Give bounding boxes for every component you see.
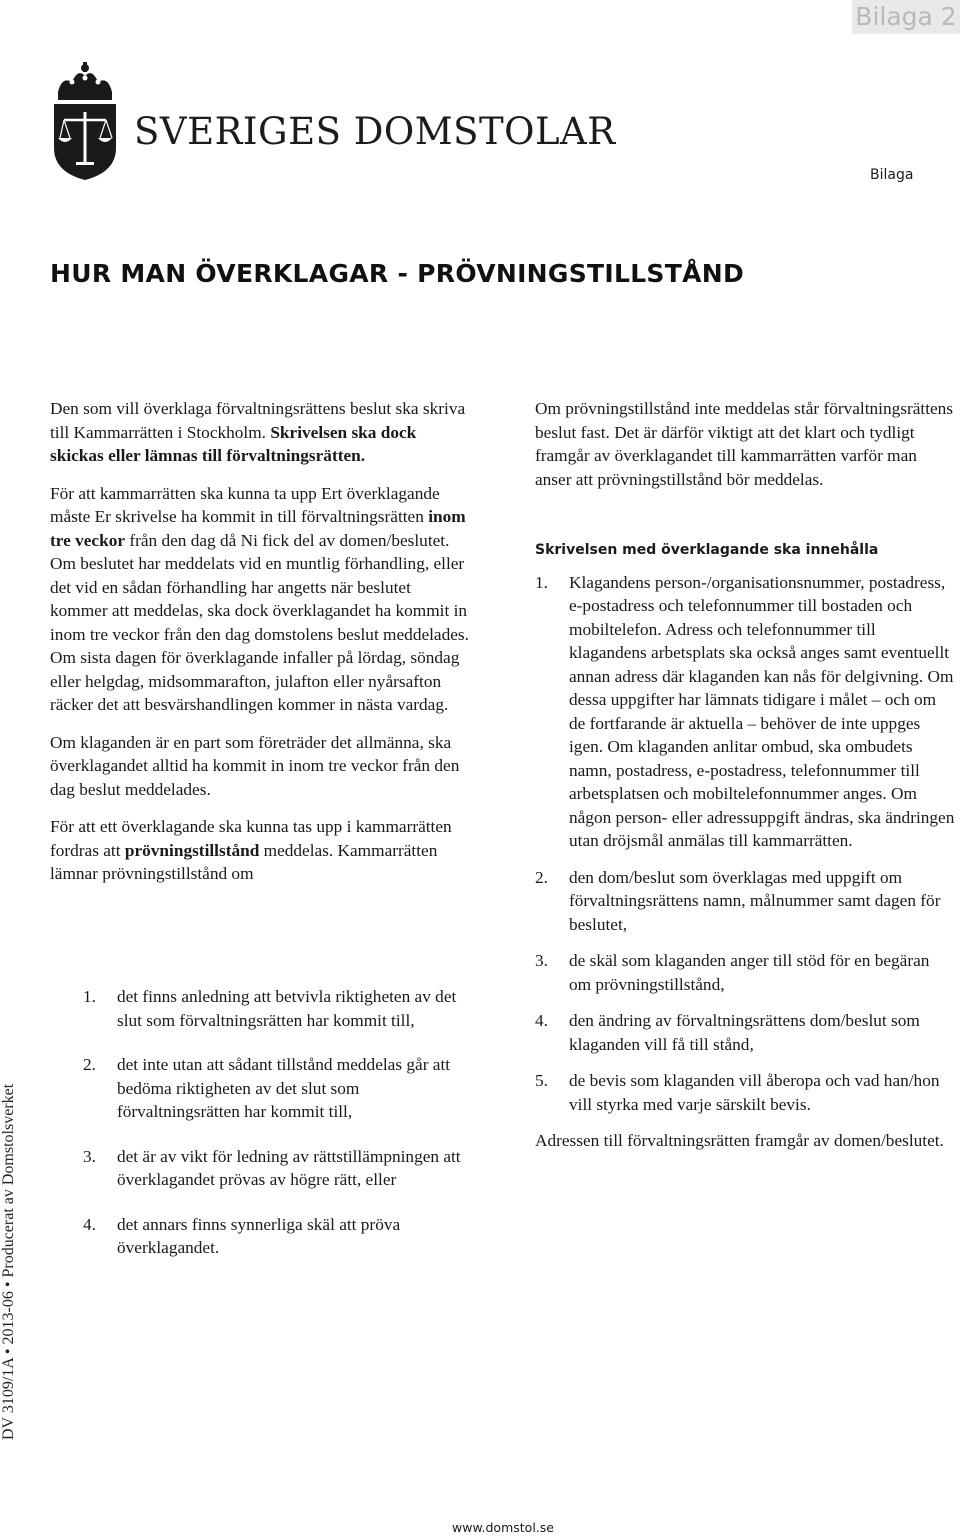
list-number: 3. [535,951,548,970]
list-text: de skäl som klaganden anger till stöd för en begäran om prövningstillstånd, [569,951,930,994]
appendix-tab: Bilaga 2 [852,0,960,34]
list-item [535,1009,955,1056]
list-text: det är av vikt för ledning av rättstillämpningen att överklagandet prövas av högre rätt, eller [117,1146,461,1189]
list-number: 3. [83,1146,96,1166]
crown-scales-emblem [50,62,120,182]
list-number: 1. [535,572,548,592]
list-text: det annars finns synnerliga skäl att pröva överklagandet. [117,1214,401,1257]
footer-url[interactable]: www.domstol.se [452,1520,554,1535]
sveriges-domstolar-logo [50,62,616,182]
document-code: DV 3109/1A • 2013-06 • Producerat av Domstolsverket [0,1083,17,1440]
list-item [535,1069,955,1116]
public-party-paragraph: Om klaganden är en part som företräder det allmänna, ska överklagandet alltid ha kommit in inom tre veckor från den dag beslut meddelades. [50,732,460,799]
attachment-label: Bilaga [870,167,914,183]
list-item [83,1053,473,1124]
right-intro-paragraph: Om prövningstillstånd inte meddelas står förvaltningsrättens beslut fast. Det är därför viktigt att det klart och tydligt framgår av överklagandet till kammarrätten varför man anser att prövningstillstånd bör meddelas. [535,399,954,489]
list-text: det finns anledning att betvivla riktigheten av det slut som förvaltningsrätten har kommit till, [117,987,457,1030]
contents-heading: Skrivelsen med överklagande ska innehålla [535,542,879,558]
deadline-text-a: För att kammarrätten ska kunna ta upp Ert överklagande måste Er skrivelse ha kommit in till förvaltningsrätten [50,483,440,526]
list-number: 4. [535,1011,548,1030]
list-item [83,985,473,1032]
list-item [83,1145,473,1192]
permission-text-b: meddelas. Kammarrätten lämnar prövningstillstånd om [50,840,438,883]
list-item [535,949,955,996]
intro-text: Den som vill överklaga förvaltningsrättens beslut ska skriva till Kammarrätten i Stockholm. [50,399,466,442]
list-item [535,571,955,853]
contents-list [535,571,955,1117]
list-text: de bevis som klaganden vill åberopa och vad han/hon vill styrka med varje särskilt bevis. [569,1071,940,1114]
list-item [83,1213,473,1260]
permission-paragraph [50,815,470,886]
list-text: den ändring av förvaltningsrättens dom/beslut som klaganden vill få till stånd, [569,1011,920,1054]
right-column [535,397,955,1153]
logo-text: SVERIGES DOMSTOLAR [134,110,616,153]
list-text: Klagandens person-/organisationsnummer, postadress, e-postadress och telefonnummer till bostaden och mobiltelefon. Adress och telefonnummer till klagandens arbetsplats ska också anges samt eventuellt annan adress där klaganden kan nås för delgivning. Om dessa uppgifter har lämnats tidigare i målet – och om de fortfarande är aktuella – behöver de inte uppges igen. Om klaganden anlitar ombud, ska ombudets namn, postadress, e-postadress, telefonnummer till arbetsplatsen och mobiltelefonnummer anges. Om någon person- eller adressuppgift ändras, ska ändringen utan dröjsmål anmälas till kammarrätten. [569,572,955,850]
permission-criteria-list [83,985,473,1281]
list-number: 2. [83,1055,96,1074]
list-number: 2. [535,867,548,887]
permission-text-a: För att ett överklagande ska kunna tas upp i kammarrätten fordras att [50,817,452,860]
permission-bold: prövningstillstånd [124,840,260,860]
list-number: 4. [83,1214,96,1234]
list-number: 1. [83,987,96,1006]
intro-paragraph [50,397,470,468]
list-text: den dom/beslut som överklagas med uppgift om förvaltningsrättens namn, målnummer samt dagen för beslutet, [569,867,941,934]
deadline-bold: inom tre veckor [50,507,466,550]
deadline-text-b: från den dag då Ni fick del av domen/beslutet. Om beslutet har meddelats vid en muntlig förhandling, eller det vid en sådan förhandling har angetts när beslutet kommer att meddelas, ska dock överklagandet ha kommit in inom tre veckor från den dag domstolens beslut meddelades. Om sista dagen för överklagande infaller på lördag, söndag eller helgdag, midsommarafton, julafton eller nyårsafton räcker det att besvärshandlingen kommer in nästa vardag. [50,530,469,714]
intro-bold: Skrivelsen ska dock skickas eller lämnas till förvaltningsrätten. [50,422,417,465]
list-text: det inte utan att sådant tillstånd meddelas går att bedöma riktigheten av det slut som förvaltningsrätten har kommit till, [117,1055,451,1121]
list-number: 5. [535,1071,548,1090]
closing-paragraph: Adressen till förvaltningsrätten framgår av domen/beslutet. [535,1131,944,1150]
list-item [535,866,955,937]
left-column [50,397,470,900]
page-title: HUR MAN ÖVERKLAGAR - PRÖVNINGSTILLSTÅND [50,259,745,288]
deadline-paragraph [50,482,470,717]
